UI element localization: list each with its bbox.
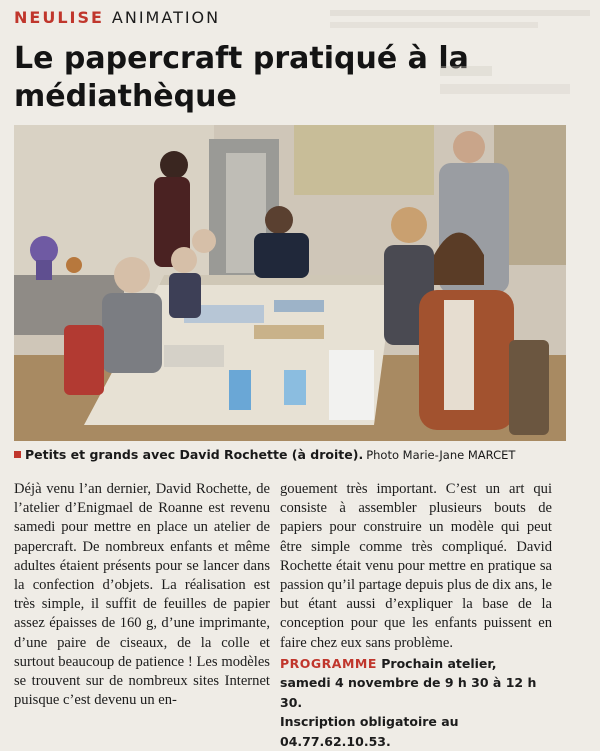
article-column-1: Déjà venu l’an dernier, David Rochette, de l’atelier d’Enigmael de Roanne est revenu samedi pour mettre en place un atelier de papercraft. De nombreux enfants et même adultes étaient présents pour se lancer dans la confection d’objets. La réalisation est très simple, il suffit de feuilles de papier assez épaisses de 160 g, d’une imprimante, d’une paire de ciseaux, de la colle et surtout beaucoup de patience ! Les modèles se trouvent sur de nombreux sites Internet puisque c’est devenu un en- bbox=[14, 481, 270, 709]
programme-line2: samedi 4 novembre de 9 h 30 à 12 h 30. bbox=[280, 675, 537, 710]
article-column-2 bbox=[280, 480, 552, 751]
caption-text: Petits et grands avec David Rochette (à droite). bbox=[25, 447, 364, 462]
article-column-2-text: gouement très important. C’est un art qui consiste à assembler plusieurs bouts de papiers pour construire un modèle qui peut être simple comme très compliqué. David Rochette était venu pour mettre en pratique sa passion qu’il partage depuis plus de dix ans, le but étant aussi d’expliquer la base de la conception pour que les enfants puissent en faire chez eux sans problème. bbox=[280, 481, 552, 651]
photo-credit: Photo Marie-Jane MARCET bbox=[366, 448, 516, 462]
article-photo bbox=[14, 125, 566, 441]
rubric-section: ANIMATION bbox=[111, 8, 221, 27]
rubric-location: NEULISE bbox=[14, 8, 104, 27]
photo-caption bbox=[14, 447, 574, 462]
bleed-through-block bbox=[440, 60, 570, 110]
programme-line1: Prochain atelier, bbox=[381, 655, 497, 671]
programme-box bbox=[280, 654, 552, 751]
caption-bullet bbox=[14, 451, 21, 458]
section-rubric bbox=[14, 8, 220, 27]
programme-label: PROGRAMME bbox=[280, 655, 377, 671]
workshop-photo-illustration bbox=[14, 125, 566, 441]
programme-line3: Inscription obligatoire au 04.77.62.10.53. bbox=[280, 714, 459, 749]
article-headline: Le papercraft pratiqué à la médiathèque bbox=[14, 41, 469, 114]
bleed-through-text bbox=[330, 4, 590, 44]
